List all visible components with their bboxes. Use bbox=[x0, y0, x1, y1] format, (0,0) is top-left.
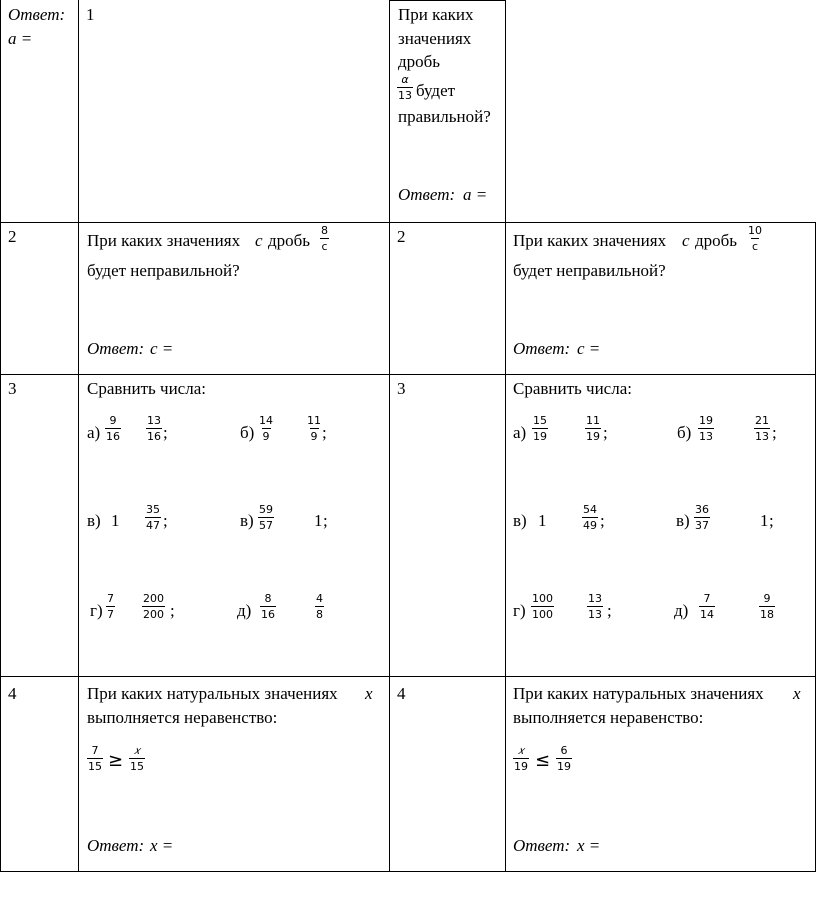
fraction bbox=[260, 592, 276, 621]
fraction-numerator: 13 bbox=[147, 414, 161, 427]
fraction-denominator: 16 bbox=[261, 608, 275, 621]
table-border bbox=[389, 0, 506, 1]
fraction-denominator: 100 bbox=[532, 608, 553, 621]
fraction bbox=[306, 414, 322, 443]
fraction bbox=[759, 592, 775, 621]
fraction bbox=[106, 592, 115, 621]
fraction bbox=[397, 73, 413, 102]
separator: ; bbox=[163, 511, 168, 530]
fraction-numerator: 9 bbox=[763, 592, 771, 605]
task-title: Сравнить числа: bbox=[513, 379, 632, 398]
fraction-denominator: 19 bbox=[514, 760, 528, 773]
fraction bbox=[258, 503, 274, 532]
number-one: 1 bbox=[111, 511, 120, 530]
question-variable: с bbox=[255, 231, 263, 250]
fraction-numerator: 21 bbox=[755, 414, 769, 427]
table-border bbox=[0, 871, 816, 872]
question-variable: х bbox=[365, 684, 373, 703]
fraction-denominator: 14 bbox=[700, 608, 714, 621]
fraction-denominator: 13 bbox=[588, 608, 602, 621]
fraction bbox=[513, 744, 529, 773]
question-text: выполняется неравенство: bbox=[87, 708, 278, 727]
fraction-numerator: 11 bbox=[586, 414, 600, 427]
task-number: 2 bbox=[397, 227, 406, 246]
item-label: а) bbox=[513, 423, 527, 442]
table-border bbox=[505, 0, 506, 872]
fraction-denominator: 9 bbox=[310, 430, 318, 443]
task-number: 1 bbox=[86, 5, 95, 24]
separator: ; bbox=[170, 601, 175, 620]
fraction bbox=[105, 414, 121, 443]
number-one: 1 bbox=[760, 511, 769, 530]
fraction bbox=[582, 503, 598, 532]
fraction-numerator: 54 bbox=[583, 503, 597, 516]
question-text: будет неправильной? bbox=[513, 261, 666, 280]
fraction bbox=[142, 592, 165, 621]
fraction-numerator: 59 bbox=[259, 503, 273, 516]
fraction-numerator: 36 bbox=[695, 503, 709, 516]
fraction bbox=[585, 414, 601, 443]
number-one: 1 bbox=[314, 511, 323, 530]
fraction bbox=[87, 744, 103, 773]
task-number: 3 bbox=[397, 379, 406, 398]
fraction bbox=[747, 224, 763, 253]
answer-x: х = bbox=[577, 836, 601, 855]
fraction-denominator: 13 bbox=[398, 89, 412, 102]
fraction bbox=[699, 592, 715, 621]
fraction-denominator: 49 bbox=[583, 519, 597, 532]
task-number: 3 bbox=[8, 379, 17, 398]
fraction bbox=[754, 414, 770, 443]
table-border bbox=[78, 0, 79, 872]
item-label: б) bbox=[677, 423, 692, 442]
table-border bbox=[0, 0, 1, 872]
inequality-sign: ≤ bbox=[535, 750, 551, 771]
question-text: правильной? bbox=[398, 107, 491, 126]
answer-label: Ответ: bbox=[513, 836, 571, 855]
fraction bbox=[532, 414, 548, 443]
answer-x: х = bbox=[150, 836, 174, 855]
fraction-denominator: 8 bbox=[316, 608, 323, 621]
question-text: При каких значениях bbox=[87, 231, 241, 250]
fraction-denominator: 13 bbox=[755, 430, 769, 443]
fraction bbox=[587, 592, 603, 621]
fraction-numerator: 19 bbox=[699, 414, 713, 427]
fraction-denominator: 18 bbox=[760, 608, 774, 621]
fraction-numerator: 14 bbox=[259, 414, 273, 427]
item-label: в) bbox=[240, 511, 254, 530]
item-label: а) bbox=[87, 423, 101, 442]
table-border bbox=[389, 0, 390, 872]
question-text: дробь bbox=[398, 52, 441, 71]
question-text: При каких натуральных значениях bbox=[87, 684, 338, 703]
fraction-numerator: 6 bbox=[560, 744, 568, 757]
fraction-numerator: 8 bbox=[264, 592, 272, 605]
separator: ; bbox=[769, 511, 774, 530]
question-text: При каких значениях bbox=[513, 231, 667, 250]
fraction-numerator: 10 bbox=[748, 224, 762, 237]
item-label: в) bbox=[513, 511, 527, 530]
answer-label: Ответ: bbox=[87, 339, 145, 358]
fraction-denominator: 16 bbox=[147, 430, 161, 443]
fraction-numerator: 15 bbox=[533, 414, 547, 427]
fraction-numerator: 35 bbox=[146, 503, 160, 516]
separator: ; bbox=[600, 511, 605, 530]
item-label: д) bbox=[237, 601, 252, 620]
fraction-denominator: 16 bbox=[106, 430, 120, 443]
fraction-numerator: 7 bbox=[91, 744, 99, 757]
answer-label: Ответ: bbox=[8, 5, 66, 24]
answer-a: а = bbox=[8, 29, 33, 48]
item-label: г) bbox=[90, 601, 103, 620]
fraction-denominator: 15 bbox=[130, 760, 144, 773]
fraction bbox=[145, 503, 161, 532]
fraction-numerator: 𝑥 bbox=[517, 744, 525, 757]
fraction-denominator: с bbox=[321, 240, 328, 253]
fraction-numerator: α bbox=[401, 73, 409, 86]
fraction bbox=[315, 592, 324, 621]
question-text: значениях bbox=[398, 29, 472, 48]
fraction bbox=[531, 592, 554, 621]
fraction-denominator: 15 bbox=[88, 760, 102, 773]
fraction bbox=[258, 414, 274, 443]
number-one: 1 bbox=[538, 511, 547, 530]
task-number: 4 bbox=[8, 684, 17, 703]
fraction-denominator: 19 bbox=[557, 760, 571, 773]
inequality-sign: ≥ bbox=[108, 750, 124, 771]
fraction bbox=[556, 744, 572, 773]
question-text: При каких натуральных значениях bbox=[513, 684, 764, 703]
separator: ; bbox=[607, 601, 612, 620]
fraction bbox=[694, 503, 710, 532]
answer-label: Ответ: bbox=[513, 339, 571, 358]
table-border bbox=[0, 676, 816, 677]
separator: ; bbox=[322, 423, 327, 442]
question-text: дробь bbox=[695, 231, 738, 250]
item-label: в) bbox=[87, 511, 101, 530]
separator: ; bbox=[772, 423, 777, 442]
table-border bbox=[0, 374, 816, 375]
question-text: будет bbox=[416, 81, 456, 100]
separator: ; bbox=[323, 511, 328, 530]
question-text: дробь bbox=[268, 231, 311, 250]
fraction bbox=[129, 744, 145, 773]
fraction-numerator: 200 bbox=[143, 592, 164, 605]
task-title: Сравнить числа: bbox=[87, 379, 206, 398]
answer-a: а = bbox=[463, 185, 488, 204]
question-text: выполняется неравенство: bbox=[513, 708, 704, 727]
answer-label: Ответ: bbox=[398, 185, 456, 204]
answer-c: с = bbox=[577, 339, 601, 358]
fraction-numerator: 𝑥 bbox=[133, 744, 141, 757]
item-label: б) bbox=[240, 423, 255, 442]
fraction-denominator: 37 bbox=[695, 519, 709, 532]
fraction-numerator: 7 bbox=[107, 592, 114, 605]
fraction-denominator: 47 bbox=[146, 519, 160, 532]
fraction-numerator: 13 bbox=[588, 592, 602, 605]
fraction-numerator: 7 bbox=[703, 592, 711, 605]
fraction-denominator: с bbox=[751, 240, 759, 253]
table-border bbox=[0, 222, 816, 223]
question-variable: с bbox=[682, 231, 690, 250]
task-number: 4 bbox=[397, 684, 406, 703]
fraction-denominator: 19 bbox=[533, 430, 547, 443]
fraction bbox=[146, 414, 162, 443]
fraction bbox=[698, 414, 714, 443]
item-label: г) bbox=[513, 601, 526, 620]
question-text: При каких bbox=[398, 5, 474, 24]
fraction bbox=[320, 224, 329, 253]
fraction-numerator: 8 bbox=[321, 224, 328, 237]
question-variable: х bbox=[793, 684, 801, 703]
task-number: 2 bbox=[8, 227, 17, 246]
item-label: в) bbox=[676, 511, 690, 530]
answer-c: с = bbox=[150, 339, 174, 358]
fraction-denominator: 57 bbox=[259, 519, 273, 532]
separator: ; bbox=[603, 423, 608, 442]
fraction-denominator: 13 bbox=[699, 430, 713, 443]
fraction-numerator: 9 bbox=[109, 414, 117, 427]
fraction-numerator: 11 bbox=[307, 414, 321, 427]
fraction-denominator: 19 bbox=[586, 430, 600, 443]
fraction-denominator: 200 bbox=[143, 608, 164, 621]
answer-label: Ответ: bbox=[87, 836, 145, 855]
fraction-denominator: 7 bbox=[107, 608, 114, 621]
fraction-numerator: 100 bbox=[532, 592, 553, 605]
fraction-numerator: 4 bbox=[316, 592, 323, 605]
question-text: будет неправильной? bbox=[87, 261, 240, 280]
separator: ; bbox=[163, 423, 168, 442]
item-label: д) bbox=[674, 601, 689, 620]
fraction-denominator: 9 bbox=[262, 430, 270, 443]
